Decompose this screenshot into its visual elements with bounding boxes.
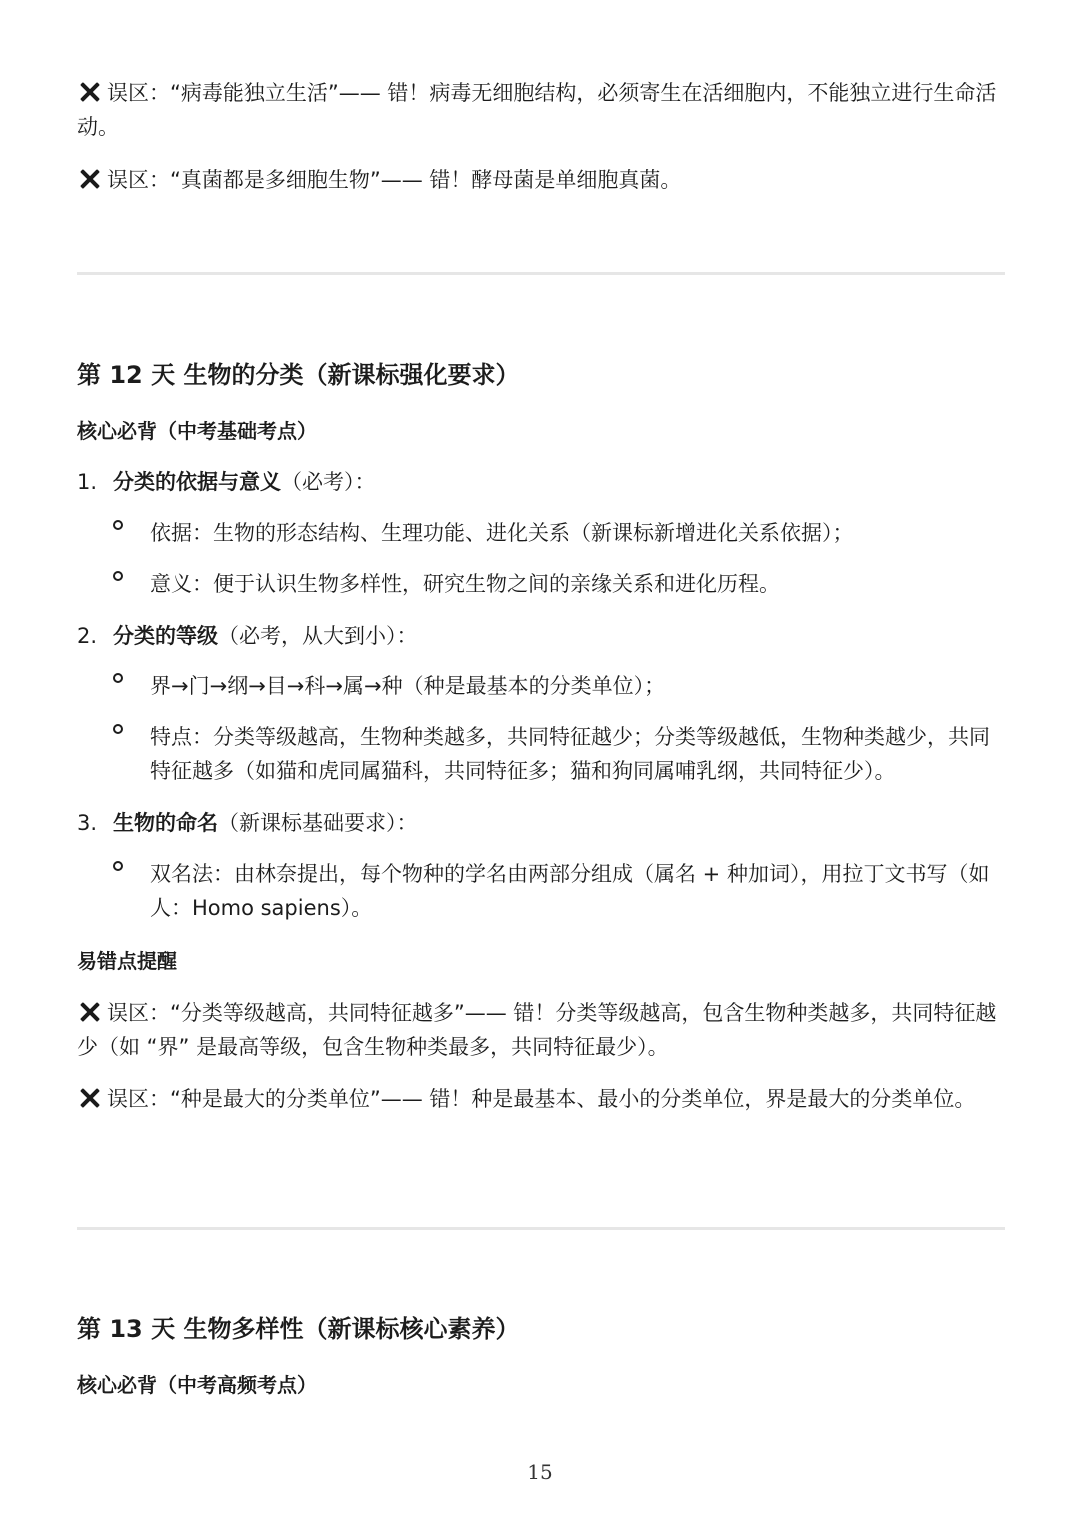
circle-bullet-icon	[113, 724, 123, 734]
day12-item-2-sub-2	[113, 720, 1003, 788]
day12-item-1-sub-2	[113, 567, 1003, 601]
item-number: 3.	[77, 811, 98, 835]
sub-text: 意义：便于认识生物多样性，研究生物之间的亲缘关系和进化历程。	[150, 572, 780, 596]
item-number: 2.	[77, 624, 98, 648]
item-title: 分类的等级	[113, 624, 218, 648]
mistake-classification-level-text: 误区：“分类等级越高，共同特征越多”—— 错！分类等级越高，包含生物种类越多，共同特征越少（如 “界” 是最高等级，包含生物种类最多，共同特征最少）。	[77, 1001, 997, 1059]
mistake-virus-text: 误区：“病毒能独立生活”—— 错！病毒无细胞结构，必须寄生在活细胞内，不能独立进行生命活动。	[77, 81, 997, 139]
day12-item-3	[77, 806, 1007, 840]
day12-item-3-sub-1	[113, 857, 1003, 925]
sub-text: 双名法：由林奈提出，每个物种的学名由两部分组成（属名 + 种加词），用拉丁文书写（如人：Homo sapiens）。	[150, 862, 990, 920]
circle-bullet-icon	[113, 520, 123, 530]
day12-mistake-heading: 易错点提醒	[77, 949, 177, 973]
day12-core-heading: 核心必背（中考基础考点）	[77, 419, 317, 443]
section-divider	[77, 1227, 1005, 1230]
day12-item-2-sub-1	[113, 669, 1003, 703]
cross-icon	[77, 80, 101, 104]
section-divider	[77, 272, 1005, 275]
item-number: 1.	[77, 470, 98, 494]
circle-bullet-icon	[113, 673, 123, 683]
day12-item-2	[77, 619, 1007, 653]
sub-text: 特点：分类等级越高，生物种类越多，共同特征越少；分类等级越低，生物种类越少，共同特征越多（如猫和虎同属猫科，共同特征多；猫和狗同属哺乳纲，共同特征少）。	[150, 725, 990, 783]
day12-item-1-sub-1	[113, 516, 1003, 550]
item-note: （必考）：	[281, 470, 376, 494]
item-title: 分类的依据与意义	[113, 470, 281, 494]
mistake-classification-level	[77, 996, 1007, 1064]
circle-bullet-icon	[113, 571, 123, 581]
item-note: （新课标基础要求）：	[218, 811, 418, 835]
day12-title: 第 12 天 生物的分类（新课标强化要求）	[77, 361, 520, 389]
mistake-virus	[77, 76, 1007, 144]
cross-icon	[77, 1000, 101, 1024]
mistake-fungi-text: 误区：“真菌都是多细胞生物”—— 错！酵母菌是单细胞真菌。	[107, 168, 682, 192]
mistake-species-unit-text: 误区：“种是最大的分类单位”—— 错！种是最基本、最小的分类单位，界是最大的分类单位。	[107, 1087, 976, 1111]
day12-item-1	[77, 465, 1007, 499]
cross-icon	[77, 167, 101, 191]
item-title: 生物的命名	[113, 811, 218, 835]
day13-core-heading: 核心必背（中考高频考点）	[77, 1373, 317, 1397]
circle-bullet-icon	[113, 861, 123, 871]
item-note: （必考，从大到小）：	[218, 624, 418, 648]
cross-icon	[77, 1086, 101, 1110]
sub-text: 依据：生物的形态结构、生理功能、进化关系（新课标新增进化关系依据）；	[150, 521, 854, 545]
mistake-fungi	[77, 163, 1007, 197]
day13-title: 第 13 天 生物多样性（新课标核心素养）	[77, 1315, 520, 1343]
mistake-species-unit	[77, 1082, 1007, 1116]
sub-text: 界→门→纲→目→科→属→种（种是最基本的分类单位）；	[150, 674, 666, 698]
page-number: 15	[527, 1460, 553, 1484]
